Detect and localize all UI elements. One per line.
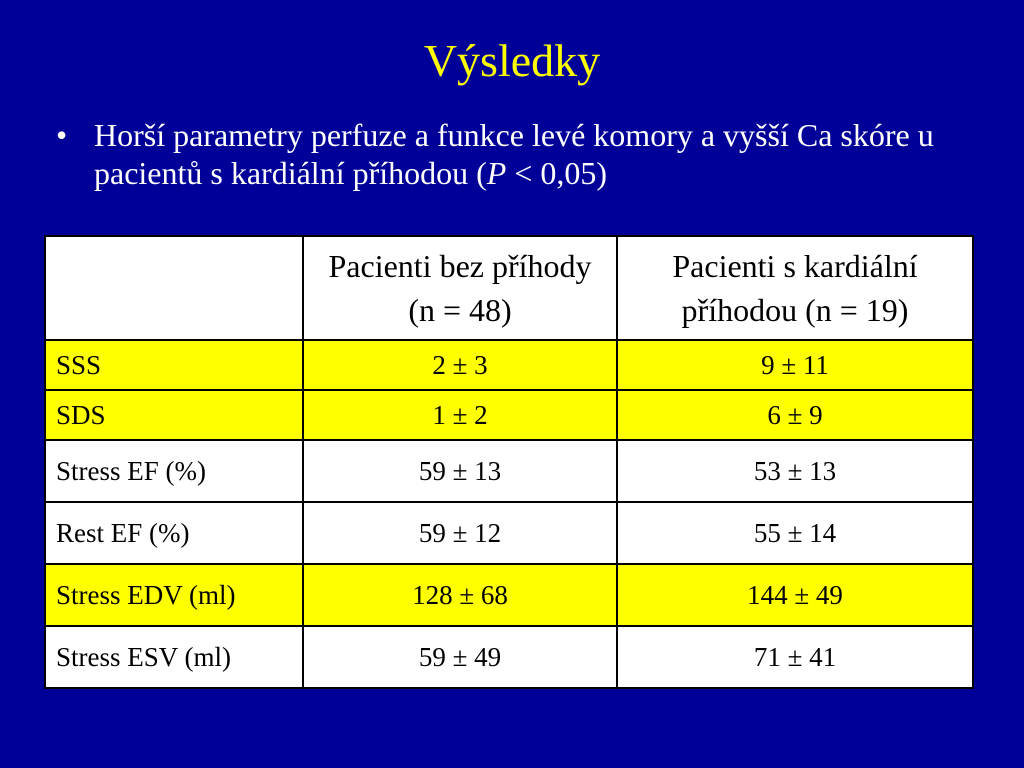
cell-event: 6 ± 9 <box>617 390 973 440</box>
cell-no-event: 59 ± 12 <box>303 502 617 564</box>
bullet-text <box>94 116 986 192</box>
slide-title: Výsledky <box>423 35 601 86</box>
row-label: SSS <box>45 340 303 390</box>
table-row <box>45 502 973 564</box>
row-label: SDS <box>45 390 303 440</box>
cell-no-event: 59 ± 13 <box>303 440 617 502</box>
cell-no-event: 1 ± 2 <box>303 390 617 440</box>
results-table <box>44 235 974 689</box>
table-row <box>45 626 973 688</box>
cell-no-event: 128 ± 68 <box>303 564 617 626</box>
cell-event: 53 ± 13 <box>617 440 973 502</box>
row-label: Rest EF (%) <box>45 502 303 564</box>
cell-event: 55 ± 14 <box>617 502 973 564</box>
bullet-p-symbol: P <box>486 155 507 191</box>
row-label: Stress ESV (ml) <box>45 626 303 688</box>
table-row <box>45 564 973 626</box>
bullet-point <box>56 116 986 192</box>
table-row <box>45 340 973 390</box>
bullet-icon: • <box>56 117 68 153</box>
row-label: Stress EF (%) <box>45 440 303 502</box>
table-header-row <box>45 236 973 340</box>
header-cell-event: Pacienti s kardiální příhodou (n = 19) <box>617 236 973 340</box>
header-cell-empty <box>45 236 303 340</box>
bullet-text-end: < 0,05) <box>506 155 608 191</box>
cell-no-event: 59 ± 49 <box>303 626 617 688</box>
cell-event: 144 ± 49 <box>617 564 973 626</box>
cell-no-event: 2 ± 3 <box>303 340 617 390</box>
header-cell-no-event: Pacienti bez příhody (n = 48) <box>303 236 617 340</box>
bullet-text-main: Horší parametry perfuze a funkce levé komory a vyšší Ca skóre u pacientů s kardiální příhodou ( <box>94 117 934 191</box>
row-label: Stress EDV (ml) <box>45 564 303 626</box>
table-row <box>45 390 973 440</box>
cell-event: 9 ± 11 <box>617 340 973 390</box>
cell-event: 71 ± 41 <box>617 626 973 688</box>
table-row <box>45 440 973 502</box>
